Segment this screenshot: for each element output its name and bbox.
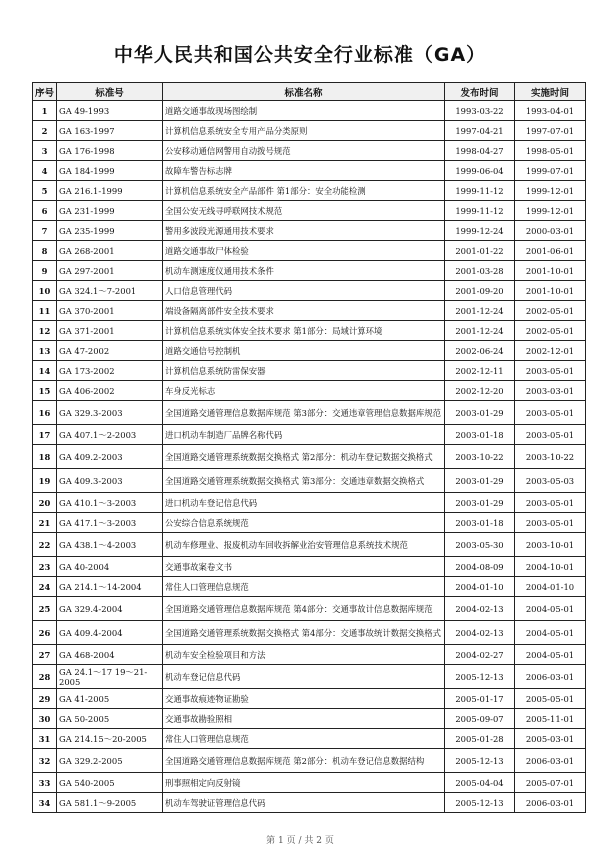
table-row — [33, 513, 586, 533]
cell-no: 20 — [33, 493, 57, 513]
cell-code: GA 176-1998 — [57, 141, 163, 161]
standards-table — [32, 82, 586, 813]
cell-code: GA 409.2-2003 — [57, 445, 163, 469]
cell-name: 机动车安全检验项目和方法 — [163, 645, 445, 665]
cell-published: 2004-08-09 — [445, 557, 515, 577]
cell-published: 2004-02-13 — [445, 621, 515, 645]
cell-published: 2003-01-18 — [445, 513, 515, 533]
cell-implemented: 2004-10-01 — [515, 557, 586, 577]
cell-implemented: 2004-05-01 — [515, 597, 586, 621]
cell-name: 警用多波段光源通用技术要求 — [163, 221, 445, 241]
cell-code: GA 216.1-1999 — [57, 181, 163, 201]
cell-published: 2003-05-30 — [445, 533, 515, 557]
cell-implemented: 2001-10-01 — [515, 261, 586, 281]
cell-no: 17 — [33, 425, 57, 445]
table-row — [33, 773, 586, 793]
cell-no: 1 — [33, 101, 57, 121]
page-footer: 第 1 页 / 共 2 页 — [266, 836, 334, 846]
cell-name: 计算机信息系统安全专用产品分类原则 — [163, 121, 445, 141]
table-row — [33, 469, 586, 493]
cell-no: 33 — [33, 773, 57, 793]
cell-implemented: 2003-10-22 — [515, 445, 586, 469]
table-row — [33, 201, 586, 221]
cell-code: GA 409.4-2004 — [57, 621, 163, 645]
cell-implemented: 2002-05-01 — [515, 321, 586, 341]
cell-implemented: 1997-07-01 — [515, 121, 586, 141]
cell-implemented: 2003-05-01 — [515, 513, 586, 533]
table-header-row — [33, 83, 586, 101]
cell-implemented: 2003-05-01 — [515, 401, 586, 425]
cell-code: GA 50-2005 — [57, 709, 163, 729]
cell-published: 2003-01-29 — [445, 401, 515, 425]
cell-implemented: 2005-07-01 — [515, 773, 586, 793]
cell-implemented: 2003-05-01 — [515, 493, 586, 513]
cell-published: 2005-04-04 — [445, 773, 515, 793]
cell-published: 2003-01-29 — [445, 493, 515, 513]
table-row — [33, 381, 586, 401]
cell-code: GA 407.1～2-2003 — [57, 425, 163, 445]
table-row — [33, 141, 586, 161]
cell-code: GA 268-2001 — [57, 241, 163, 261]
cell-name: 全国道路交通管理信息数据库规范 第2部分：机动车登记信息数据结构 — [163, 749, 445, 773]
cell-name: 道路交通信号控制机 — [163, 341, 445, 361]
cell-code: GA 329.2-2005 — [57, 749, 163, 773]
cell-published: 2005-12-13 — [445, 665, 515, 689]
cell-name: 机动车驾驶证管理信息代码 — [163, 793, 445, 813]
cell-no: 10 — [33, 281, 57, 301]
header-no: 序号 — [33, 83, 57, 101]
cell-no: 12 — [33, 321, 57, 341]
cell-name: 全国公安无线寻呼联网技术规范 — [163, 201, 445, 221]
cell-name: 故障车警告标志牌 — [163, 161, 445, 181]
cell-code: GA 417.1～3-2003 — [57, 513, 163, 533]
cell-published: 2003-01-18 — [445, 425, 515, 445]
cell-name: 交通事故痕迹物证勘验 — [163, 689, 445, 709]
table-row — [33, 709, 586, 729]
table-row — [33, 645, 586, 665]
cell-code: GA 231-1999 — [57, 201, 163, 221]
table-row — [33, 493, 586, 513]
cell-name: 交通事故案卷文书 — [163, 557, 445, 577]
cell-no: 26 — [33, 621, 57, 645]
cell-published: 2005-01-17 — [445, 689, 515, 709]
cell-implemented: 1993-04-01 — [515, 101, 586, 121]
cell-code: GA 370-2001 — [57, 301, 163, 321]
cell-code: GA 41-2005 — [57, 689, 163, 709]
cell-implemented: 2006-03-01 — [515, 793, 586, 813]
table-body — [33, 101, 586, 813]
cell-implemented: 2000-03-01 — [515, 221, 586, 241]
cell-no: 13 — [33, 341, 57, 361]
cell-published: 2004-02-13 — [445, 597, 515, 621]
cell-no: 34 — [33, 793, 57, 813]
cell-published: 2005-01-28 — [445, 729, 515, 749]
table-row — [33, 281, 586, 301]
cell-name: 刑事照相定向反射镜 — [163, 773, 445, 793]
cell-name: 计算机信息系统防雷保安器 — [163, 361, 445, 381]
cell-published: 2002-12-11 — [445, 361, 515, 381]
cell-code: GA 184-1999 — [57, 161, 163, 181]
cell-code: GA 581.1～9-2005 — [57, 793, 163, 813]
cell-no: 2 — [33, 121, 57, 141]
cell-implemented: 2006-03-01 — [515, 665, 586, 689]
cell-code: GA 49-1993 — [57, 101, 163, 121]
cell-implemented: 1998-05-01 — [515, 141, 586, 161]
cell-implemented: 2005-11-01 — [515, 709, 586, 729]
table-row — [33, 665, 586, 689]
cell-implemented: 2003-03-01 — [515, 381, 586, 401]
table-row — [33, 161, 586, 181]
table-row — [33, 361, 586, 381]
cell-published: 2002-06-24 — [445, 341, 515, 361]
cell-implemented: 1999-07-01 — [515, 161, 586, 181]
cell-code: GA 214.15～20-2005 — [57, 729, 163, 749]
table-row — [33, 425, 586, 445]
table-row — [33, 321, 586, 341]
table-row — [33, 101, 586, 121]
cell-name: 道路交通事故尸体检验 — [163, 241, 445, 261]
cell-no: 32 — [33, 749, 57, 773]
cell-name: 交通事故勘验照相 — [163, 709, 445, 729]
cell-published: 2001-12-24 — [445, 301, 515, 321]
cell-code: GA 324.1～7-2001 — [57, 281, 163, 301]
table-row — [33, 689, 586, 709]
cell-published: 1999-06-04 — [445, 161, 515, 181]
cell-published: 1998-04-27 — [445, 141, 515, 161]
cell-no: 23 — [33, 557, 57, 577]
cell-no: 30 — [33, 709, 57, 729]
table-row — [33, 241, 586, 261]
cell-name: 常住人口管理信息规范 — [163, 729, 445, 749]
cell-name: 全国道路交通管理系统数据交换格式 第3部分：交通违章数据交换格式 — [163, 469, 445, 493]
cell-code: GA 235-1999 — [57, 221, 163, 241]
cell-no: 21 — [33, 513, 57, 533]
cell-implemented: 2003-05-01 — [515, 425, 586, 445]
cell-no: 6 — [33, 201, 57, 221]
cell-name: 机动车测速度仪通用技术条件 — [163, 261, 445, 281]
cell-name: 全国道路交通管理系统数据交换格式 第4部分：交通事故统计数据交换格式 — [163, 621, 445, 645]
cell-implemented: 2005-05-01 — [515, 689, 586, 709]
header-name: 标准名称 — [163, 83, 445, 101]
cell-name: 进口机动车登记信息代码 — [163, 493, 445, 513]
cell-no: 9 — [33, 261, 57, 281]
cell-implemented: 2006-03-01 — [515, 749, 586, 773]
cell-code: GA 47-2002 — [57, 341, 163, 361]
table-row — [33, 121, 586, 141]
table-row — [33, 621, 586, 645]
cell-name: 计算机信息系统实体安全技术要求 第1部分：局域计算环境 — [163, 321, 445, 341]
cell-implemented: 2004-01-10 — [515, 577, 586, 597]
cell-code: GA 163-1997 — [57, 121, 163, 141]
table-row — [33, 341, 586, 361]
cell-implemented: 2005-03-01 — [515, 729, 586, 749]
page-title: 中华人民共和国公共安全行业标准（GA） — [113, 44, 487, 66]
cell-implemented: 2002-05-01 — [515, 301, 586, 321]
cell-implemented: 2003-10-01 — [515, 533, 586, 557]
cell-implemented: 2002-12-01 — [515, 341, 586, 361]
cell-name: 机动车登记信息代码 — [163, 665, 445, 689]
cell-name: 机动车修理业、报废机动车回收拆解业治安管理信息系统技术规范 — [163, 533, 445, 557]
table-row — [33, 749, 586, 773]
cell-name: 全国道路交通管理信息数据库规范 第3部分：交通违章管理信息数据库规范 — [163, 401, 445, 425]
table-row — [33, 793, 586, 813]
cell-no: 29 — [33, 689, 57, 709]
header-implemented: 实施时间 — [515, 83, 586, 101]
cell-no: 3 — [33, 141, 57, 161]
table-row — [33, 401, 586, 425]
cell-no: 18 — [33, 445, 57, 469]
cell-no: 11 — [33, 301, 57, 321]
cell-no: 16 — [33, 401, 57, 425]
cell-name: 车身反光标志 — [163, 381, 445, 401]
table-row — [33, 729, 586, 749]
cell-name: 人口信息管理代码 — [163, 281, 445, 301]
cell-implemented: 1999-12-01 — [515, 201, 586, 221]
cell-published: 2001-03-28 — [445, 261, 515, 281]
cell-code: GA 24.1～17 19～21-2005 — [57, 665, 163, 689]
cell-no: 25 — [33, 597, 57, 621]
cell-implemented: 2001-10-01 — [515, 281, 586, 301]
cell-code: GA 406-2002 — [57, 381, 163, 401]
cell-published: 2004-01-10 — [445, 577, 515, 597]
cell-name: 常住人口管理信息规范 — [163, 577, 445, 597]
cell-code: GA 468-2004 — [57, 645, 163, 665]
cell-no: 28 — [33, 665, 57, 689]
cell-code: GA 214.1～14-2004 — [57, 577, 163, 597]
cell-no: 7 — [33, 221, 57, 241]
cell-no: 19 — [33, 469, 57, 493]
table-row — [33, 557, 586, 577]
cell-published: 2001-12-24 — [445, 321, 515, 341]
cell-code: GA 409.3-2003 — [57, 469, 163, 493]
cell-name: 全国道路交通管理系统数据交换格式 第2部分：机动车登记数据交换格式 — [163, 445, 445, 469]
header-published: 发布时间 — [445, 83, 515, 101]
cell-name: 公安综合信息系统规范 — [163, 513, 445, 533]
cell-name: 公安移动通信网警用自动拨号规范 — [163, 141, 445, 161]
cell-no: 24 — [33, 577, 57, 597]
cell-published: 1999-12-24 — [445, 221, 515, 241]
table-row — [33, 597, 586, 621]
table-row — [33, 533, 586, 557]
cell-published: 1997-04-21 — [445, 121, 515, 141]
cell-published: 2001-01-22 — [445, 241, 515, 261]
cell-no: 22 — [33, 533, 57, 557]
cell-published: 1999-11-12 — [445, 201, 515, 221]
table-row — [33, 577, 586, 597]
cell-code: GA 329.3-2003 — [57, 401, 163, 425]
cell-published: 1993-03-22 — [445, 101, 515, 121]
cell-published: 1999-11-12 — [445, 181, 515, 201]
cell-code: GA 329.4-2004 — [57, 597, 163, 621]
cell-published: 2001-09-20 — [445, 281, 515, 301]
cell-name: 端设备隔离部件安全技术要求 — [163, 301, 445, 321]
cell-implemented: 2003-05-01 — [515, 361, 586, 381]
cell-no: 27 — [33, 645, 57, 665]
table-row — [33, 221, 586, 241]
cell-implemented: 2003-05-03 — [515, 469, 586, 493]
cell-name: 道路交通事故现场图绘制 — [163, 101, 445, 121]
cell-published: 2003-01-29 — [445, 469, 515, 493]
cell-implemented: 2004-05-01 — [515, 621, 586, 645]
cell-code: GA 371-2001 — [57, 321, 163, 341]
cell-code: GA 410.1～3-2003 — [57, 493, 163, 513]
cell-published: 2002-12-20 — [445, 381, 515, 401]
cell-implemented: 2001-06-01 — [515, 241, 586, 261]
cell-implemented: 1999-12-01 — [515, 181, 586, 201]
cell-no: 5 — [33, 181, 57, 201]
cell-code: GA 173-2002 — [57, 361, 163, 381]
cell-code: GA 438.1～4-2003 — [57, 533, 163, 557]
cell-code: GA 40-2004 — [57, 557, 163, 577]
cell-published: 2003-10-22 — [445, 445, 515, 469]
cell-published: 2004-02-27 — [445, 645, 515, 665]
cell-name: 进口机动车制造厂品牌名称代码 — [163, 425, 445, 445]
cell-no: 14 — [33, 361, 57, 381]
cell-no: 31 — [33, 729, 57, 749]
table-row — [33, 301, 586, 321]
table-row — [33, 445, 586, 469]
cell-code: GA 297-2001 — [57, 261, 163, 281]
cell-published: 2005-09-07 — [445, 709, 515, 729]
header-code: 标准号 — [57, 83, 163, 101]
cell-no: 15 — [33, 381, 57, 401]
cell-name: 全国道路交通管理信息数据库规范 第4部分：交通事故计信息数据库规范 — [163, 597, 445, 621]
cell-no: 8 — [33, 241, 57, 261]
cell-name: 计算机信息系统安全产品部件 第1部分：安全功能检测 — [163, 181, 445, 201]
cell-implemented: 2004-05-01 — [515, 645, 586, 665]
cell-published: 2005-12-13 — [445, 749, 515, 773]
table-row — [33, 181, 586, 201]
cell-no: 4 — [33, 161, 57, 181]
cell-published: 2005-12-13 — [445, 793, 515, 813]
cell-code: GA 540-2005 — [57, 773, 163, 793]
table-row — [33, 261, 586, 281]
